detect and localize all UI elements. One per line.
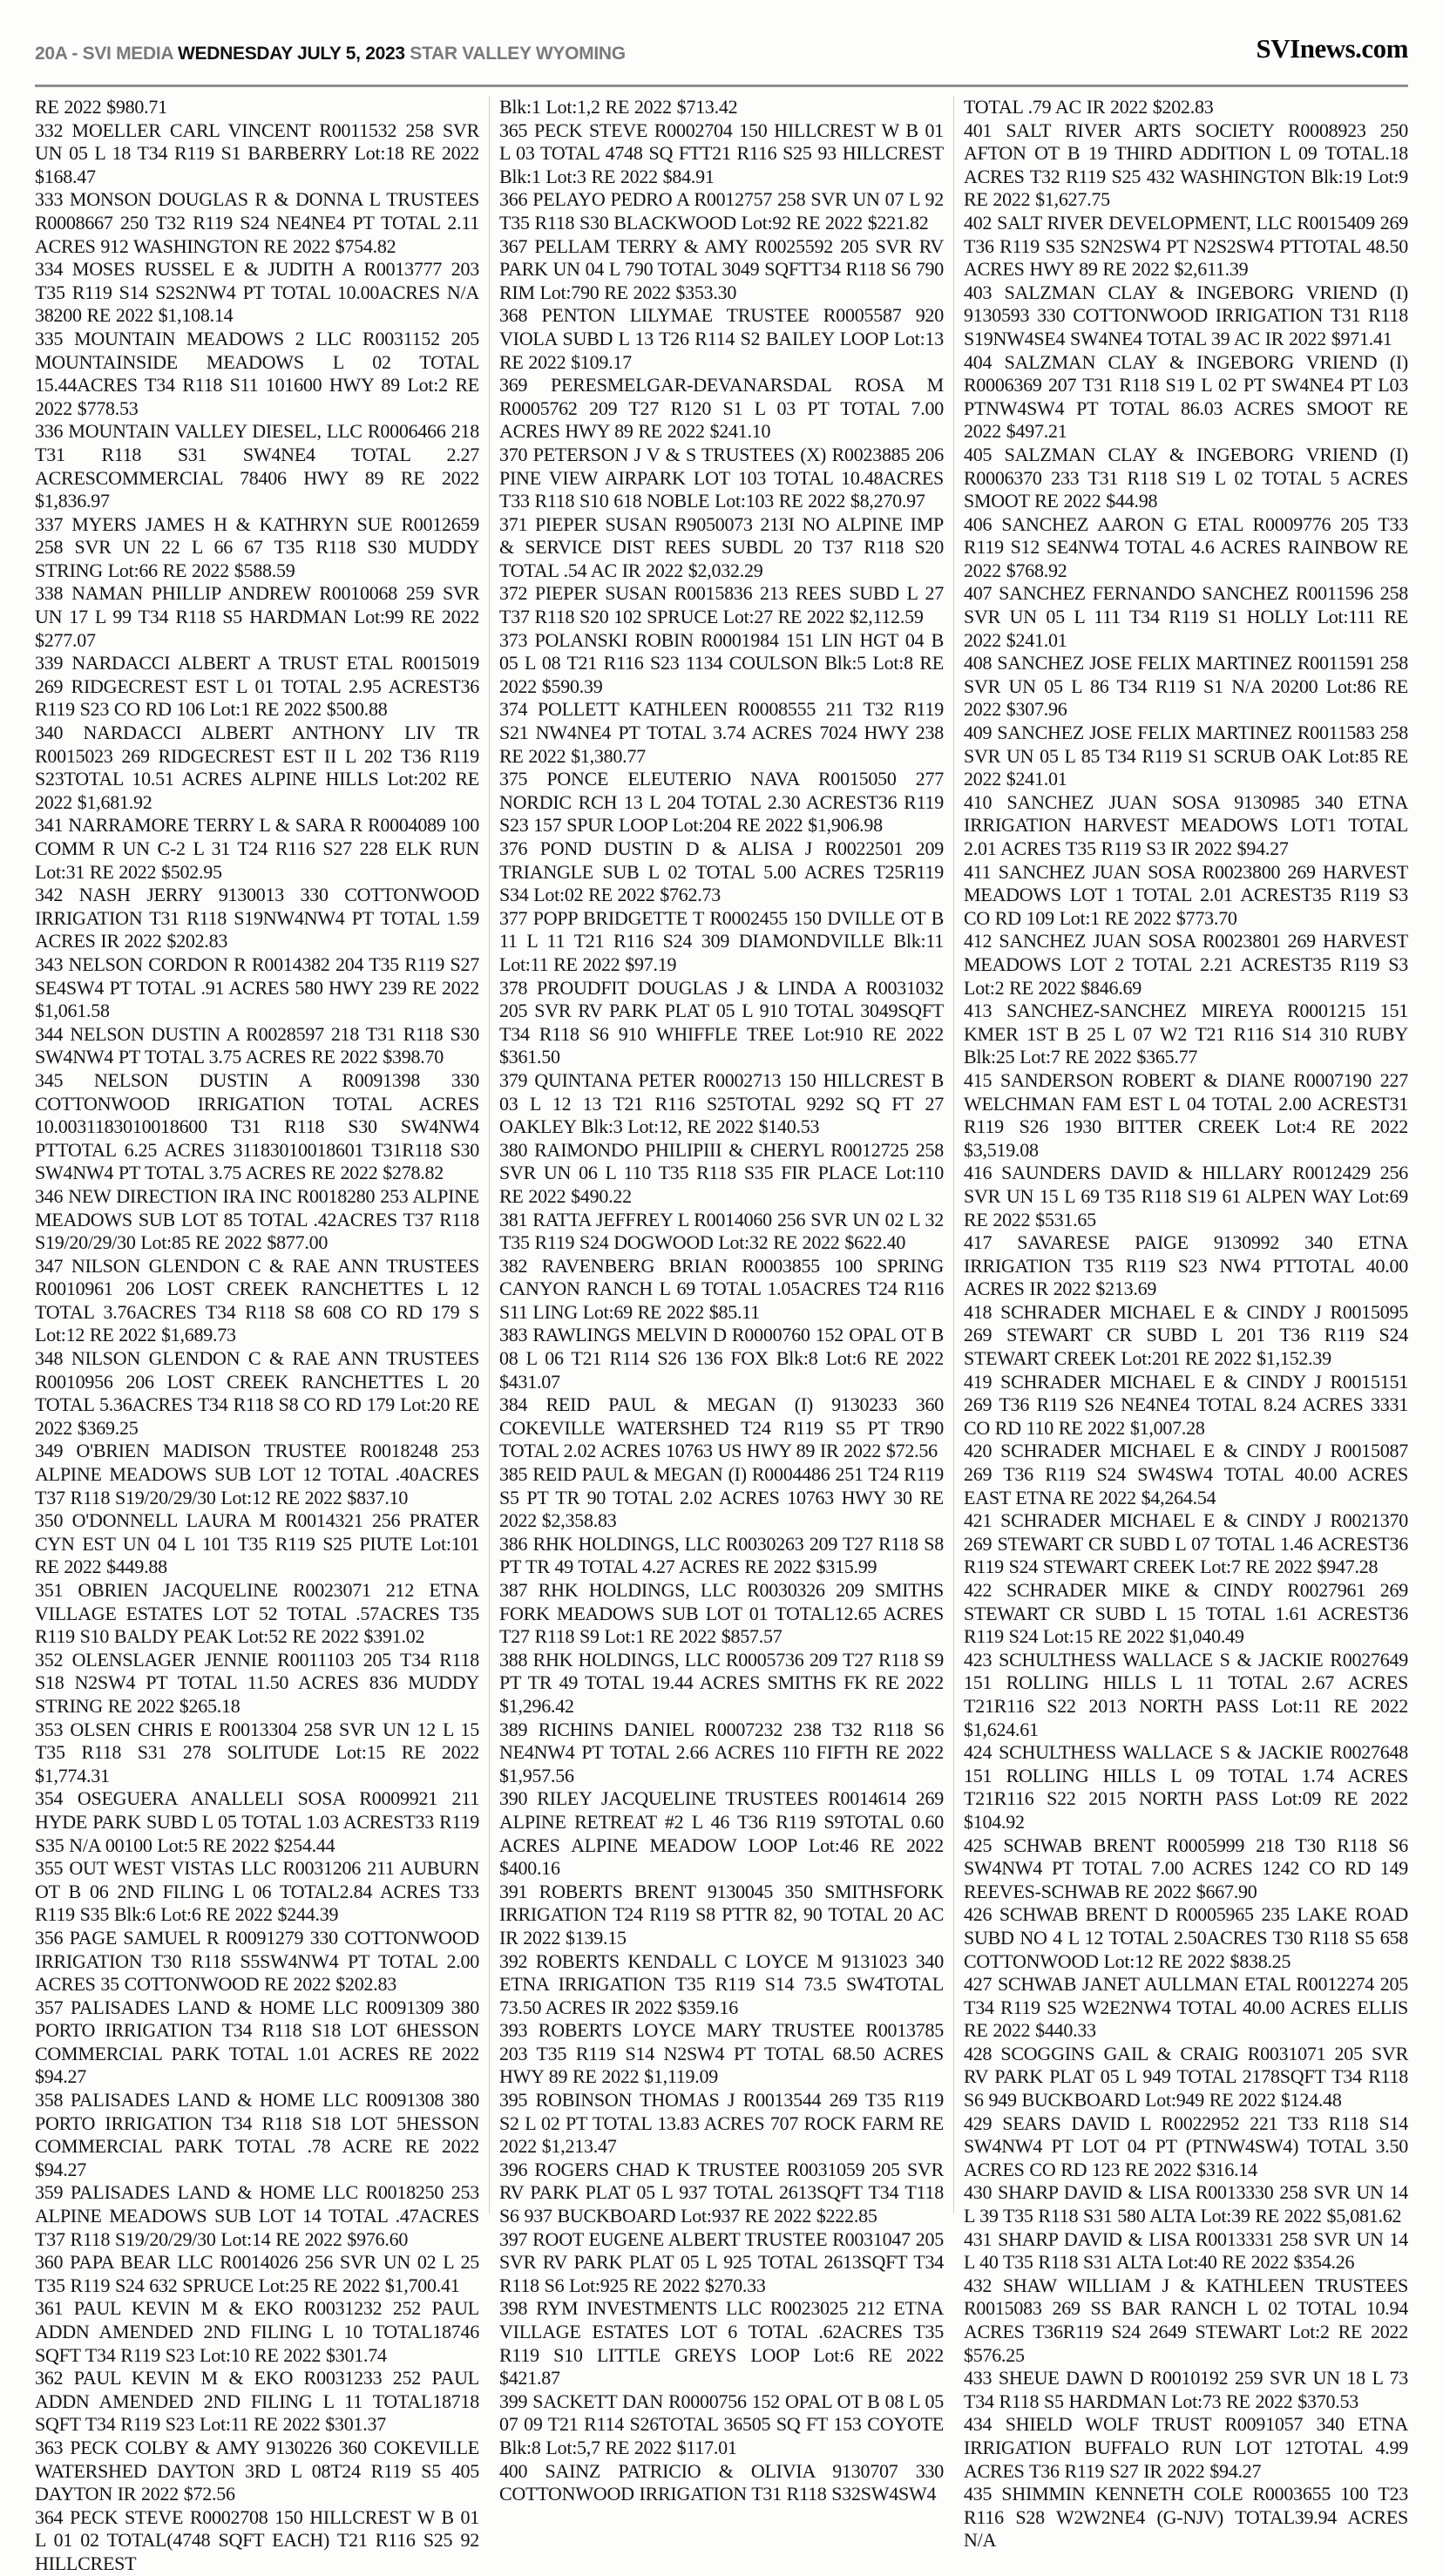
notice-entry: 385 REID PAUL & MEGAN (I) R0004486 251 T24 R119 S5 PT TR 90 TOTAL 2.02 ACRES 10763 HWY 30 RE 2022 $2,358.83 [499, 1463, 944, 1532]
notice-entry: 412 SANCHEZ JUAN SOSA R0023801 269 HARVEST MEADOWS LOT 2 TOTAL 2.21 ACREST35 R119 S3 Lot:2 RE 2022 $846.69 [964, 930, 1408, 999]
notice-entry: 361 PAUL KEVIN M & EKO R0031232 252 PAUL ADDN AMENDED 2ND FILING L 10 TOTAL18746 SQFT T34 R119 S23 Lot:10 RE 2022 $301.74 [35, 2297, 479, 2366]
notice-entry: 364 PECK STEVE R0002708 150 HILLCREST W B 01 L 01 02 TOTAL(4748 SQFT EACH) T21 R116 S25 92 HILLCREST [35, 2505, 479, 2574]
notice-entry: 383 RAWLINGS MELVIN D R0000760 152 OPAL OT B 08 L 06 T21 R114 S26 136 FOX Blk:8 Lot:6 RE 2022 $431.07 [499, 1324, 944, 1393]
header-rule [35, 85, 1408, 87]
notice-entry: 359 PALISADES LAND & HOME LLC R0018250 253 ALPINE MEADOWS SUB LOT 14 TOTAL .47ACRES T37 R118 S19/20/29/30 Lot:14 RE 2022 $976.60 [35, 2181, 479, 2250]
notice-entry: 400 SAINZ PATRICIO & OLIVIA 9130707 330 COTTONWOOD IRRIGATION T31 R118 S32SW4SW4 [499, 2459, 944, 2505]
notice-entry: 381 RATTA JEFFREY L R0014060 256 SVR UN 02 L 32 T35 R119 S24 DOGWOOD Lot:32 RE 2022 $622.40 [499, 1208, 944, 1254]
notice-entry: 418 SCHRADER MICHAEL E & CINDY J R0015095 269 STEWART CR SUBD L 201 T36 R119 S24 STEWART CREEK Lot:201 RE 2022 $1,152.39 [964, 1300, 1408, 1370]
notice-entry: 344 NELSON DUSTIN A R0028597 218 T31 R118 S30 SW4NW4 PT TOTAL 3.75 ACRES RE 2022 $398.70 [35, 1022, 479, 1068]
notice-entry: 425 SCHWAB BRENT R0005999 218 T30 R118 S6 SW4NW4 PT TOTAL 7.00 ACRES 1242 CO RD 149 REEVES-SCHWAB RE 2022 $667.90 [964, 1834, 1408, 1902]
notice-entry: 336 MOUNTAIN VALLEY DIESEL, LLC R0006466 218 T31 R118 S31 SW4NE4 TOTAL 2.27 ACRESCOMMERCIAL 78406 HWY 89 RE 2022 $1,836.97 [35, 420, 479, 512]
notice-entry: 378 PROUDFIT DOUGLAS J & LINDA A R0031032 205 SVR RV PARK PLAT 05 L 910 TOTAL 3049SQFT T34 R118 S6 910 WHIFFLE TREE Lot:910 RE 2022 $361.50 [499, 976, 944, 1068]
notice-entry: 366 PELAYO PEDRO A R0012757 258 SVR UN 07 L 92 T35 R118 S30 BLACKWOOD Lot:92 RE 2022 $221.82 [499, 188, 944, 234]
notice-entry: 408 SANCHEZ JOSE FELIX MARTINEZ R0011591 258 SVR UN 05 L 86 T34 R119 S1 N/A 20200 Lot:86 RE 2022 $307.96 [964, 652, 1408, 721]
notice-entry: 390 RILEY JACQUELINE TRUSTEES R0014614 269 ALPINE RETREAT #2 L 46 T36 R119 S9TOTAL 0.60 ACRES ALPINE MEADOW LOOP Lot:46 RE 2022 $400.16 [499, 1787, 944, 1880]
notice-entry: 397 ROOT EUGENE ALBERT TRUSTEE R0031047 205 SVR RV PARK PLAT 05 L 925 TOTAL 2613SQFT T34 R118 S6 Lot:925 RE 2022 $270.33 [499, 2227, 944, 2296]
notice-entry: 355 OUT WEST VISTAS LLC R0031206 211 AUBURN OT B 06 2ND FILING L 06 TOTAL2.84 ACRES T33 R119 S35 Blk:6 Lot:6 RE 2022 $244.39 [35, 1857, 479, 1926]
notice-entry: 435 SHIMMIN KENNETH COLE R0003655 100 T23 R116 S28 W2W2NE4 (G-NJV) TOTAL39.94 ACRES N/A [964, 2483, 1408, 2552]
notice-entry: 333 MONSON DOUGLAS R & DONNA L TRUSTEES R0008667 250 T32 R119 S24 NE4NE4 PT TOTAL 2.11 ACRES 912 WASHINGTON RE 2022 $754.82 [35, 188, 479, 257]
notice-entry: 354 OSEGUERA ANALLELI SOSA R0009921 211 HYDE PARK SUBD L 05 TOTAL 1.03 ACREST33 R119 S35 N/A 00100 Lot:5 RE 2022 $254.44 [35, 1787, 479, 1856]
notice-entry: 362 PAUL KEVIN M & EKO R0031233 252 PAUL ADDN AMENDED 2ND FILING L 11 TOTAL18718 SQFT T34 R119 S23 Lot:11 RE 2022 $301.37 [35, 2367, 479, 2436]
notice-entry: 424 SCHULTHESS WALLACE S & JACKIE R0027648 151 ROLLING HILLS L 09 TOTAL 1.74 ACRES T21R116 S22 2015 NORTH PASS Lot:09 RE 2022 $104.92 [964, 1741, 1408, 1833]
notice-entry: 423 SCHULTHESS WALLACE S & JACKIE R0027649 151 ROLLING HILLS L 11 TOTAL 2.67 ACRES T21R116 S22 2013 NORTH PASS Lot:11 RE 2022 $1,624.61 [964, 1648, 1408, 1740]
site-logo: SVInews.com [1256, 33, 1408, 64]
page-date-label: WEDNESDAY JULY 5, 2023 [178, 44, 405, 64]
notice-entry: 422 SCHRADER MIKE & CINDY R0027961 269 STEWART CR SUBD L 15 TOTAL 1.61 ACREST36 R119 S24 Lot:15 RE 2022 $1,040.49 [964, 1579, 1408, 1648]
notice-entry: 389 RICHINS DANIEL R0007232 238 T32 R118 S6 NE4NW4 PT TOTAL 2.66 ACRES 110 FIFTH RE 2022 $1,957.56 [499, 1718, 944, 1786]
notice-entry: 367 PELLAM TERRY & AMY R0025592 205 SVR RV PARK UN 04 L 790 TOTAL 3049 SQFTT34 R118 S6 790 RIM Lot:790 RE 2022 $353.30 [499, 234, 944, 303]
notice-entry: 434 SHIELD WOLF TRUST R0091057 340 ETNA IRRIGATION BUFFALO RUN LOT 12TOTAL 4.99 ACRES T36 R119 S27 IR 2022 $94.27 [964, 2413, 1408, 2482]
notice-entry: 429 SEARS DAVID L R0022952 221 T33 R118 S14 SW4NW4 PT LOT 04 PT (PTNW4SW4) TOTAL 3.50 ACRES CO RD 123 RE 2022 $316.14 [964, 2112, 1408, 2180]
notice-entry: 391 ROBERTS BRENT 9130045 350 SMITHSFORK IRRIGATION T24 R119 S8 PTTR 82, 90 TOTAL 20 AC IR 2022 $139.15 [499, 1880, 944, 1949]
notice-entry: Blk:1 Lot:1,2 RE 2022 $713.42 [499, 96, 738, 118]
notice-entry: 360 PAPA BEAR LLC R0014026 256 SVR UN 02 L 25 T35 R119 S24 632 SPRUCE Lot:25 RE 2022 $1,700.41 [35, 2251, 479, 2296]
notice-entry: 369 PERESMELGAR-DEVANARSDAL ROSA M R0005762 209 T27 R120 S1 L 03 PT TOTAL 7.00 ACRES HWY 89 RE 2022 $241.10 [499, 374, 944, 443]
notice-entry: 376 POND DUSTIN D & ALISA J R0022501 209 TRIANGLE SUB L 02 TOTAL 5.00 ACRES T25R119 S34 Lot:02 RE 2022 $762.73 [499, 837, 944, 906]
notice-column-1 [35, 96, 479, 2574]
notice-entry: 417 SAVARESE PAIGE 9130992 340 ETNA IRRIGATION T35 R119 S23 NW4 PTTOTAL 40.00 ACRES IR 2022 $213.69 [964, 1231, 1408, 1300]
notice-entry: 340 NARDACCI ALBERT ANTHONY LIV TR R0015023 269 RIDGECREST EST II L 202 T36 R119 S23TOTAL 10.51 ACRES ALPINE HILLS Lot:202 RE 2022 $1,681.92 [35, 722, 479, 813]
notice-entry: 396 ROGERS CHAD K TRUSTEE R0031059 205 SVR RV PARK PLAT 05 L 937 TOTAL 2613SQFT T34 T118 S6 937 BUCKBOARD Lot:937 RE 2022 $222.85 [499, 2158, 944, 2227]
notice-entry: 334 MOSES RUSSEL E & JUDITH A R0013777 203 T35 R119 S14 S2S2NW4 PT TOTAL 10.00ACRES N/A 38200 RE 2022 $1,108.14 [35, 258, 479, 327]
notice-entry: 428 SCOGGINS GAIL & CRAIG R0031071 205 SVR RV PARK PLAT 05 L 949 TOTAL 2178SQFT T34 R118 S6 949 BUCKBOARD Lot:949 RE 2022 $124.48 [964, 2042, 1408, 2112]
notice-column-2 [489, 96, 944, 2505]
notice-entry: 432 SHAW WILLIAM J & KATHLEEN TRUSTEES R0015083 269 SS BAR RANCH L 02 TOTAL 10.94 ACRES T36R119 S24 2649 STEWART Lot:2 RE 2022 $576.25 [964, 2274, 1408, 2366]
notice-entry: RE 2022 $980.71 [35, 96, 167, 118]
notice-entry: 353 OLSEN CHRIS E R0013304 258 SVR UN 12 L 15 T35 R118 S31 278 SOLITUDE Lot:15 RE 2022 $1,774.31 [35, 1718, 479, 1786]
notice-entry: 406 SANCHEZ AARON G ETAL R0009776 205 T33 R119 S12 SE4NW4 TOTAL 4.6 ACRES RAINBOW RE 2022 $768.92 [964, 512, 1408, 581]
notice-entry: 419 SCHRADER MICHAEL E & CINDY J R0015151 269 T36 R119 S26 NE4NE4 TOTAL 8.24 ACRES 3331 CO RD 110 RE 2022 $1,007.28 [964, 1370, 1408, 1439]
notice-entry: 431 SHARP DAVID & LISA R0013331 258 SVR UN 14 L 40 T35 R118 S31 ALTA Lot:40 RE 2022 $354.26 [964, 2227, 1408, 2274]
notice-entry: 371 PIEPER SUSAN R9050073 213I NO ALPINE IMP & SERVICE DIST REES SUBDL 20 T37 R118 S20 TOTAL .54 AC IR 2022 $2,032.29 [499, 512, 944, 581]
notice-entry: 341 NARRAMORE TERRY L & SARA R R0004089 100 COMM R UN C-2 L 31 T24 R116 S27 228 ELK RUN Lot:31 RE 2022 $502.95 [35, 814, 479, 883]
notice-entry: 392 ROBERTS KENDALL C LOYCE M 9131023 340 ETNA IRRIGATION T35 R119 S14 73.5 SW4TOTAL 73.50 ACRES IR 2022 $359.16 [499, 1949, 944, 2018]
notice-entry: 373 POLANSKI ROBIN R0001984 151 LIN HGT 04 B 05 L 08 T21 R116 S23 1134 COULSON Blk:5 Lot:8 RE 2022 $590.39 [499, 628, 944, 697]
notice-entry: 426 SCHWAB BRENT D R0005965 235 LAKE ROAD SUBD NO 4 L 12 TOTAL 2.50ACRES T30 R118 S5 658 COTTONWOOD Lot:12 RE 2022 $838.25 [964, 1903, 1408, 1972]
notice-entry: 356 PAGE SAMUEL R R0091279 330 COTTONWOOD IRRIGATION T30 R118 S5SW4NW4 PT TOTAL 2.00 ACRES 35 COTTONWOOD RE 2022 $202.83 [35, 1926, 479, 1996]
notice-entry: 433 SHEUE DAWN D R0010192 259 SVR UN 18 L 73 T34 R118 S5 HARDMAN Lot:73 RE 2022 $370.53 [964, 2367, 1408, 2412]
notice-entry: 375 PONCE ELEUTERIO NAVA R0015050 277 NORDIC RCH 13 L 204 TOTAL 2.30 ACREST36 R119 S23 157 SPUR LOOP Lot:204 RE 2022 $1,906.98 [499, 768, 944, 837]
notice-entry: 348 NILSON GLENDON C & RAE ANN TRUSTEES R0010956 206 LOST CREEK RANCHETTES L 20 TOTAL 5.36ACRES T34 R118 S8 CO RD 179 Lot:20 RE 2022 $369.25 [35, 1347, 479, 1439]
notice-entry: TOTAL .79 AC IR 2022 $202.83 [964, 96, 1214, 118]
page-edition-label: 20A - SVI MEDIA [35, 44, 173, 64]
notice-entry: 427 SCHWAB JANET AULLMAN ETAL R0012274 205 T34 R119 S25 W2E2NW4 TOTAL 40.00 ACRES ELLIS RE 2022 $440.33 [964, 1973, 1408, 2042]
notice-entry: 377 POPP BRIDGETTE T R0002455 150 DVILLE OT B 11 L 11 T21 R116 S24 309 DIAMONDVILLE Blk:11 Lot:11 RE 2022 $97.19 [499, 906, 944, 975]
notice-entry: 351 OBRIEN JACQUELINE R0023071 212 ETNA VILLAGE ESTATES LOT 52 TOTAL .57ACRES T35 R119 S10 BALDY PEAK Lot:52 RE 2022 $391.02 [35, 1579, 479, 1648]
notice-entry: 386 RHK HOLDINGS, LLC R0030263 209 T27 R118 S8 PT TR 49 TOTAL 4.27 ACRES RE 2022 $315.99 [499, 1532, 944, 1578]
notice-entry: 409 SANCHEZ JOSE FELIX MARTINEZ R0011583 258 SVR UN 05 L 85 T34 R119 S1 SCRUB OAK Lot:85 RE 2022 $241.01 [964, 722, 1408, 790]
notice-entry: 335 MOUNTAIN MEADOWS 2 LLC R0031152 205 MOUNTAINSIDE MEADOWS L 02 TOTAL 15.44ACRES T34 R118 S11 101600 HWY 89 Lot:2 RE 2022 $778.53 [35, 327, 479, 419]
notice-entry: 379 QUINTANA PETER R0002713 150 HILLCREST B 03 L 12 13 T21 R116 S25TOTAL 9292 SQ FT 27 OAKLEY Blk:3 Lot:12, RE 2022 $140.53 [499, 1068, 944, 1138]
notice-entry: 404 SALZMAN CLAY & INGEBORG VRIEND (I) R0006369 207 T31 R118 S19 L 02 PT SW4NE4 PT L03 PTNW4SW4 PT TOTAL 86.03 ACRES SMOOT RE 2022 $497.21 [964, 350, 1408, 443]
notice-entry: 365 PECK STEVE R0002704 150 HILLCREST W B 01 L 03 TOTAL 4748 SQ FTT21 R116 S25 93 HILLCREST Blk:1 Lot:3 RE 2022 $84.91 [499, 119, 944, 187]
notice-entry: 380 RAIMONDO PHILIPIII & CHERYL R0012725 258 SVR UN 06 L 110 T35 R118 S35 FIR PLACE Lot:110 RE 2022 $490.22 [499, 1138, 944, 1207]
notice-entry: 401 SALT RIVER ARTS SOCIETY R0008923 250 AFTON OT B 19 THIRD ADDITION L 09 TOTAL.18 ACRES T32 R119 S25 432 WASHINGTON Blk:19 Lot:9 RE 2022 $1,627.75 [964, 119, 1408, 211]
notice-entry: 363 PECK COLBY & AMY 9130226 360 COKEVILLE WATERSHED DAYTON 3RD L 08T24 R119 S5 405 DAYTON IR 2022 $72.56 [35, 2436, 479, 2505]
notice-entry: 350 O'DONNELL LAURA M R0014321 256 PRATER CYN EST UN 04 L 101 T35 R119 S25 PIUTE Lot:101 RE 2022 $449.88 [35, 1509, 479, 1578]
notice-columns [35, 96, 1408, 2574]
notice-entry: 413 SANCHEZ-SANCHEZ MIREYA R0001215 151 KMER 1ST B 25 L 07 W2 T21 R116 S14 310 RUBY Blk:25 Lot:7 RE 2022 $365.77 [964, 1000, 1408, 1068]
notice-entry: 410 SANCHEZ JUAN SOSA 9130985 340 ETNA IRRIGATION HARVEST MEADOWS LOT1 TOTAL 2.01 ACRES T35 R119 S3 IR 2022 $94.27 [964, 790, 1408, 859]
notice-entry: 403 SALZMAN CLAY & INGEBORG VRIEND (I) 9130593 330 COTTONWOOD IRRIGATION T31 R118 S19NW4SE4 SW4NE4 TOTAL 39 AC IR 2022 $971.41 [964, 281, 1408, 349]
notice-entry: 395 ROBINSON THOMAS J R0013544 269 T35 R119 S2 L 02 PT TOTAL 13.83 ACRES 707 ROCK FARM RE 2022 $1,213.47 [499, 2089, 944, 2158]
notice-entry: 358 PALISADES LAND & HOME LLC R0091308 380 PORTO IRRIGATION T34 R118 S18 LOT 5HESSON COMMERCIAL PARK TOTAL .78 ACRE RE 2022 $94.27 [35, 2089, 479, 2180]
notice-entry: 411 SANCHEZ JUAN SOSA R0023800 269 HARVEST MEADOWS LOT 1 TOTAL 2.01 ACREST35 R119 S3 CO RD 109 Lot:1 RE 2022 $773.70 [964, 860, 1408, 929]
notice-entry: 368 PENTON LILYMAE TRUSTEE R0005587 920 VIOLA SUBD L 13 T26 R114 S2 BAILEY LOOP Lot:13 RE 2022 $109.17 [499, 304, 944, 373]
notice-entry: 415 SANDERSON ROBERT & DIANE R0007190 227 WELCHMAN FAM EST L 04 TOTAL 2.00 ACREST31 R119 S26 1930 BITTER CREEK Lot:4 RE 2022 $3,519.08 [964, 1068, 1408, 1161]
notice-entry: 347 NILSON GLENDON C & RAE ANN TRUSTEES R0010961 206 LOST CREEK RANCHETTES L 12 TOTAL 3.76ACRES T34 R118 S8 608 CO RD 179 S Lot:12 RE 2022 $1,689.73 [35, 1254, 479, 1346]
notice-entry: 399 SACKETT DAN R0000756 152 OPAL OT B 08 L 05 07 09 T21 R114 S26TOTAL 36505 SQ FT 153 COYOTE Blk:8 Lot:5,7 RE 2022 $117.01 [499, 2390, 944, 2458]
notice-entry: 393 ROBERTS LOYCE MARY TRUSTEE R0013785 203 T35 R119 S14 N2SW4 PT TOTAL 68.50 ACRES HWY 89 RE 2022 $1,119.09 [499, 2019, 944, 2088]
notice-entry: 352 OLENSLAGER JENNIE R0011103 205 T34 R118 S18 N2SW4 PT TOTAL 11.50 ACRES 836 MUDDY STRING RE 2022 $265.18 [35, 1648, 479, 1717]
notice-entry: 343 NELSON CORDON R R0014382 204 T35 R119 S27 SE4SW4 PT TOTAL .91 ACRES 580 HWY 239 RE 2022 $1,061.58 [35, 952, 479, 1022]
notice-entry: 345 NELSON DUSTIN A R0091398 330 COTTONWOOD IRRIGATION TOTAL ACRES 10.0031183010018600 T31 R118 S30 SW4NW4 PTTOTAL 6.25 ACRES 31183010018601 T31R118 S30 SW4NW4 PT TOTAL 3.75 ACRES RE 2022 $278.82 [35, 1068, 479, 1184]
masthead [35, 30, 1408, 64]
notice-entry: 349 O'BRIEN MADISON TRUSTEE R0018248 253 ALPINE MEADOWS SUB LOT 12 TOTAL .40ACRES T37 R118 S19/20/29/30 Lot:12 RE 2022 $837.10 [35, 1440, 479, 1508]
notice-entry: 407 SANCHEZ FERNANDO SANCHEZ R0011596 258 SVR UN 05 L 111 T34 R119 S1 HOLLY Lot:111 RE 2022 $241.01 [964, 582, 1408, 651]
notice-entry: 405 SALZMAN CLAY & INGEBORG VRIEND (I) R0006370 233 T31 R118 S19 L 02 TOTAL 5 ACRES SMOOT RE 2022 $44.98 [964, 443, 1408, 512]
notice-entry: 346 NEW DIRECTION IRA INC R0018280 253 ALPINE MEADOWS SUB LOT 85 TOTAL .42ACRES T37 R118 S19/20/29/30 Lot:85 RE 2022 $877.00 [35, 1184, 479, 1254]
page-location-label: STAR VALLEY WYOMING [410, 44, 626, 64]
notice-entry: 339 NARDACCI ALBERT A TRUST ETAL R0015019 269 RIDGECREST EST L 01 TOTAL 2.95 ACREST36 R119 S23 CO RD 106 Lot:1 RE 2022 $500.88 [35, 652, 479, 721]
notice-entry: 388 RHK HOLDINGS, LLC R0005736 209 T27 R118 S9 PT TR 49 TOTAL 19.44 ACRES SMITHS FK RE 2022 $1,296.42 [499, 1648, 944, 1717]
notice-entry: 384 REID PAUL & MEGAN (I) 9130233 360 COKEVILLE WATERSHED T24 R119 S5 PT TR90 TOTAL 2.02 ACRES 10763 US HWY 89 IR 2022 $72.56 [499, 1393, 944, 1462]
notice-entry: 421 SCHRADER MICHAEL E & CINDY J R0021370 269 STEWART CR SUBD L 07 TOTAL 1.46 ACREST36 R119 S24 STEWART CREEK Lot:7 RE 2022 $947.28 [964, 1509, 1408, 1578]
notice-entry: 430 SHARP DAVID & LISA R0013330 258 SVR UN 14 L 39 T35 R118 S31 580 ALTA Lot:39 RE 2022 $5,081.62 [964, 2181, 1408, 2227]
notice-column-3 [953, 96, 1408, 2552]
notice-entry: 387 RHK HOLDINGS, LLC R0030326 209 SMITHS FORK MEADOWS SUB LOT 01 TOTAL12.65 ACRES T27 R118 S9 Lot:1 RE 2022 $857.57 [499, 1579, 944, 1648]
notice-entry: 402 SALT RIVER DEVELOPMENT, LLC R0015409 269 T36 R119 S35 S2N2SW4 PT N2S2SW4 PTTOTAL 48.50 ACRES HWY 89 RE 2022 $2,611.39 [964, 211, 1408, 281]
notice-entry: 398 RYM INVESTMENTS LLC R0023025 212 ETNA VILLAGE ESTATES LOT 6 TOTAL .62ACRES T35 R119 S10 LITTLE GREYS LOOP Lot:6 RE 2022 $421.87 [499, 2297, 944, 2390]
notice-entry: 372 PIEPER SUSAN R0015836 213 REES SUBD L 27 T37 R118 S20 102 SPRUCE Lot:27 RE 2022 $2,112.59 [499, 582, 944, 628]
masthead-left [35, 44, 626, 64]
notice-entry: 416 SAUNDERS DAVID & HILLARY R0012429 256 SVR UN 15 L 69 T35 R118 S19 61 ALPEN WAY Lot:69 RE 2022 $531.65 [964, 1162, 1408, 1230]
notice-entry: 338 NAMAN PHILLIP ANDREW R0010068 259 SVR UN 17 L 99 T34 R118 S5 HARDMAN Lot:99 RE 2022 $277.07 [35, 582, 479, 651]
notice-entry: 382 RAVENBERG BRIAN R0003855 100 SPRING CANYON RANCH L 69 TOTAL 1.05ACRES T24 R116 S11 LING Lot:69 RE 2022 $85.11 [499, 1254, 944, 1323]
notice-entry: 332 MOELLER CARL VINCENT R0011532 258 SVR UN 05 L 18 T34 R119 S1 BARBERRY Lot:18 RE 2022 $168.47 [35, 119, 479, 187]
notice-entry: 370 PETERSON J V & S TRUSTEES (X) R0023885 206 PINE VIEW AIRPARK LOT 103 TOTAL 10.48ACRES T33 R118 S10 618 NOBLE Lot:103 RE 2022 $8,270.97 [499, 443, 944, 512]
notice-entry: 420 SCHRADER MICHAEL E & CINDY J R0015087 269 T36 R119 S24 SW4SW4 TOTAL 40.00 ACRES EAST ETNA RE 2022 $4,264.54 [964, 1440, 1408, 1508]
notice-entry: 337 MYERS JAMES H & KATHRYN SUE R0012659 258 SVR UN 22 L 66 67 T35 R118 S30 MUDDY STRING Lot:66 RE 2022 $588.59 [35, 512, 479, 581]
notice-entry: 357 PALISADES LAND & HOME LLC R0091309 380 PORTO IRRIGATION T34 R118 S18 LOT 6HESSON COMMERCIAL PARK TOTAL 1.01 ACRES RE 2022 $94.27 [35, 1996, 479, 2088]
notice-entry: 374 POLLETT KATHLEEN R0008555 211 T32 R119 S21 NW4NE4 PT TOTAL 3.74 ACRES 7024 HWY 238 RE 2022 $1,380.77 [499, 698, 944, 767]
notice-entry: 342 NASH JERRY 9130013 330 COTTONWOOD IRRIGATION T31 R118 S19NW4NW4 PT TOTAL 1.59 ACRES IR 2022 $202.83 [35, 884, 479, 952]
